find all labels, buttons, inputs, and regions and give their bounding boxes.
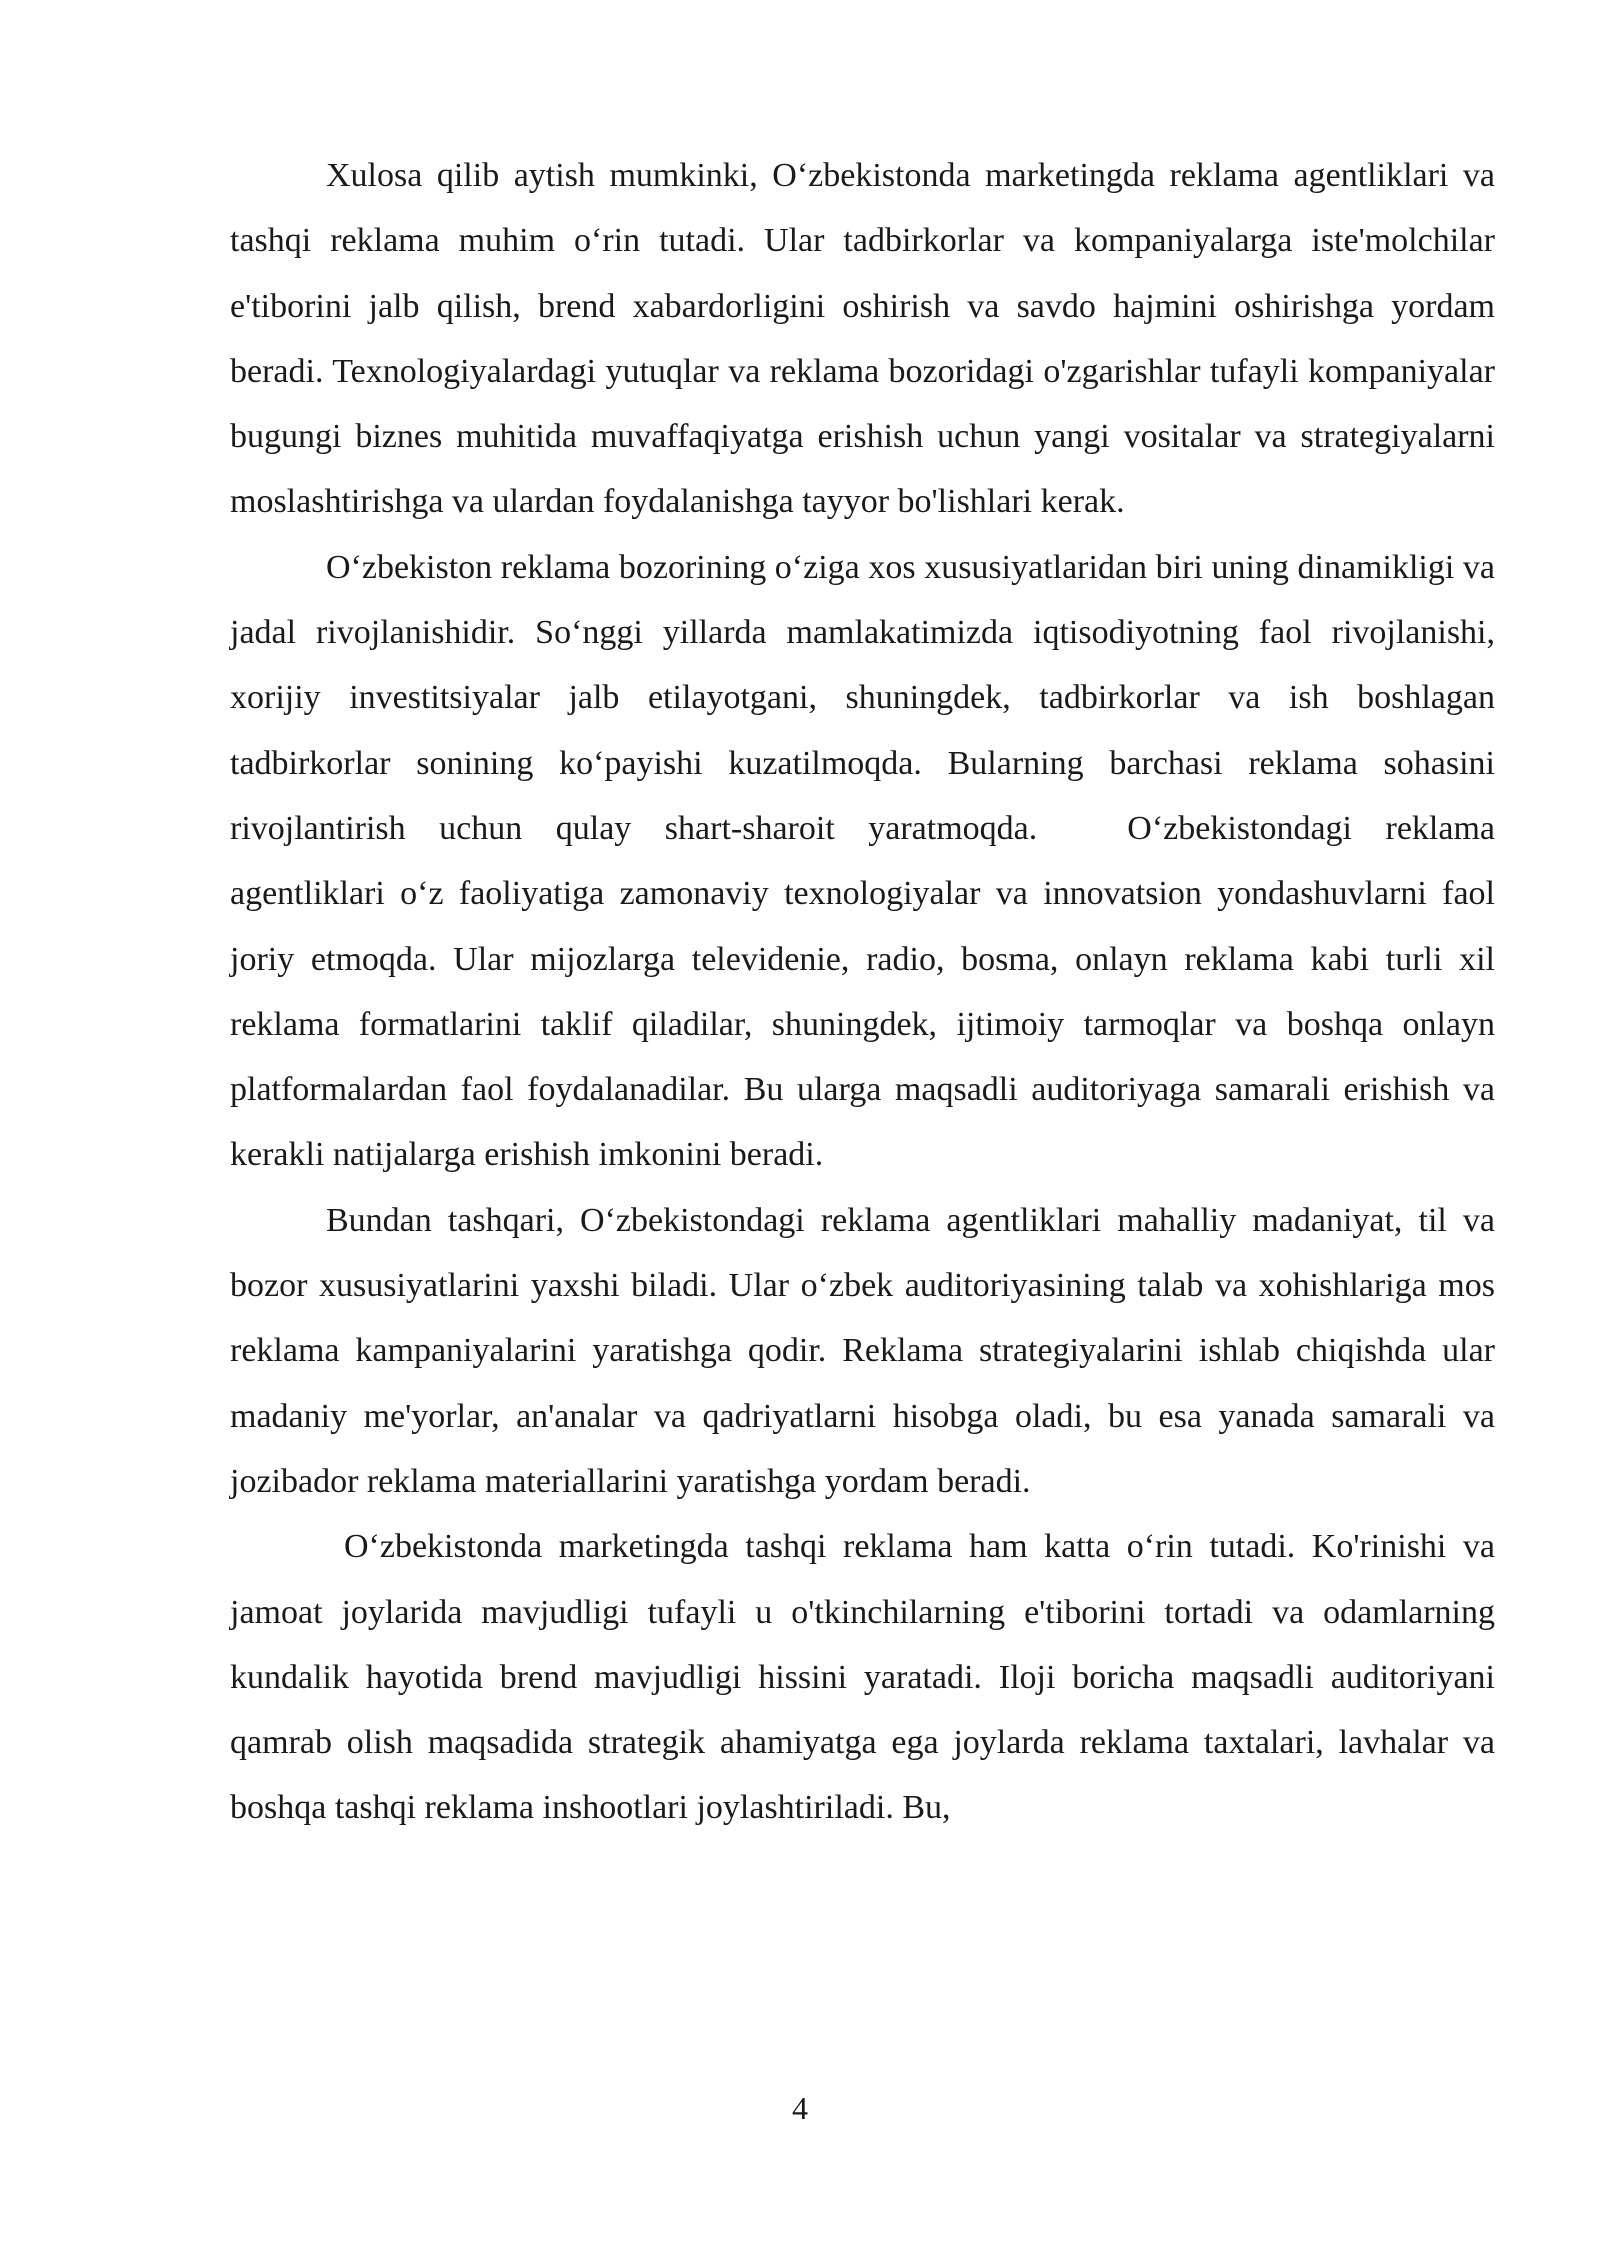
- paragraph-agencies-technology: O‘zbekistondagi reklama agentliklari o‘z faoliyatiga zamonaviy texnologiyalar va innovatsion yondashuvlarni faol joriy etmoqda. Ular mijozlarga televidenie, radio, bosma, onlayn reklama kabi turli xil reklama formatlarini taklif qiladilar, shuningdek, ijtimoiy tarmoqlar va boshqa onlayn platformalardan faol foydalanadilar. Bu ularga maqsadli auditoriyaga samarali erishish va kerakli natijalarga erishish imkonini beradi.: [230, 809, 1495, 1174]
- paragraph-outdoor-advertising: O‘zbekistonda marketingda tashqi reklama ham katta o‘rin tutadi. Ko'rinishi va jamoat joylarida mavjudligi tufayli u o'tkinchilarning e'tiborini tortadi va odamlarning kundalik hayotida brend mavjudligi hissini yaratadi. Iloji boricha maqsadli auditoriyani qamrab olish maqsadida strategik ahamiyatga ega joylarda reklama taxtalari, lavhalar va boshqa tashqi reklama inshootlari joylashtiriladi. Bu,: [230, 1528, 1495, 1827]
- paragraph-local-culture: Bundan tashqari, O‘zbekistondagi reklama agentliklari mahalliy madaniyat, til va bozor xususiyatlarini yaxshi biladi. Ular o‘zbek auditoriyasining talab va xohishlariga mos reklama kampaniyalarini yaratishga qodir. Reklama strategiyalarini ishlab chiqishda ular madaniy me'yorlar, an'analar va qadriyatlarni hisobga oladi, bu esa yanada samarali va jozibador reklama materiallarini yaratishga yordam beradi.: [230, 1201, 1495, 1500]
- paragraph-market-dynamics: [230, 535, 1495, 1188]
- body-text: [230, 143, 1495, 1841]
- page-number: 4: [792, 2090, 808, 2126]
- paragraph-market-dynamics-text: O‘zbekiston reklama bozorining o‘ziga xos xususiyatlaridan biri uning dinamikligi va jadal rivojlanishidir. So‘nggi yillarda mamlakatimizda iqtisodiyotning faol rivojlanishi, xorijiy investitsiyalar jalb etilayotgani, shuningdek, tadbirkorlar va ish boshlagan tadbirkorlar sonining ko‘payishi kuzatilmoqda. Bularning barchasi reklama sohasini rivojlantirish uchun qulay shart-sharoit yaratmoqda.: [230, 548, 1495, 847]
- paragraph-conclusion: Xulosa qilib aytish mumkinki, O‘zbekistonda marketingda reklama agentliklari va tashqi reklama muhim o‘rin tutadi. Ular tadbirkorlar va kompaniyalarga iste'molchilar e'tiborini jalb qilish, brend xabardorligini oshirish va savdo hajmini oshirishga yordam beradi. Texnologiyalardagi yutuqlar va reklama bozoridagi o'zgarishlar tufayli kompaniyalar bugungi biznes muhitida muvaffaqiyatga erishish uchun yangi vositalar va strategiyalarni moslashtirishga va ulardan foydalanishga tayyor bo'lishlari kerak.: [230, 157, 1495, 521]
